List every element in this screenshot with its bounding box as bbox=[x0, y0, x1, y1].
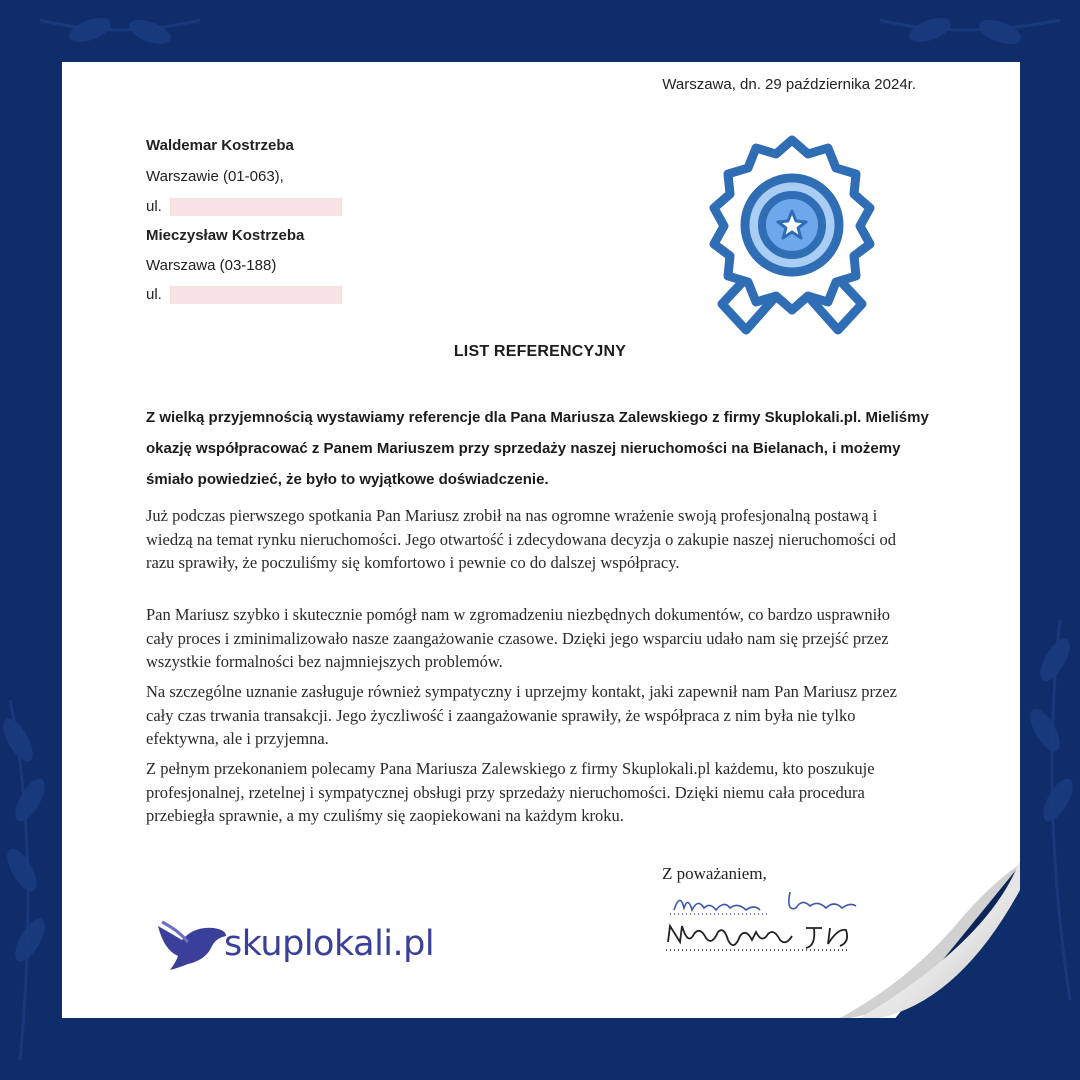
sender2-name: Mieczysław Kostrzeba bbox=[146, 227, 305, 244]
skuplokali-logo[interactable] bbox=[152, 916, 474, 972]
letter-paragraph-1: Już podczas pierwszego spotkania Pan Mariusz zrobił na nas ogromne wrażenie swoją profesjonalną postawą i wiedzą na temat rynku nieruchomości. Jego otwartość i zdecydowana decyzja o zakupie naszej nieruchomości od razu sprawiły, że poczuliśmy się komfortowo i pewnie co do dalszej współpracy. bbox=[146, 506, 897, 572]
award-ribbon-star-icon bbox=[700, 134, 884, 344]
sender1-street-prefix: ul. bbox=[146, 198, 162, 215]
sender1-street bbox=[146, 198, 342, 216]
letter-intro: Z wielką przyjemnością wystawiamy referencje dla Pana Mariusza Zalewskiego z firmy Skuplokali.pl. Mieliśmy okazję współpracować z Panem Mariuszem przy sprzedaży naszej nieruchomości na Bielanach, i możemy śmiało powiedzieć, że było to wyjątkowe doświadczenie. bbox=[146, 409, 929, 488]
letter-paragraph-3: Na szczególne uznanie zasługuje również sympatyczny i uprzejmy kontakt, jaki zapewnił nam Pan Mariusz przez cały czas trwania transakcji. Jego życzliwość i zaangażowanie sprawiły, że współpraca z nim była nie tylko efektywna, ale i przyjemna. bbox=[146, 682, 897, 748]
letter-date: Warszawa, dn. 29 października 2024r. bbox=[662, 76, 916, 93]
redacted-address bbox=[170, 198, 342, 216]
handwritten-signatures bbox=[660, 880, 860, 970]
sender2-city: Warszawa (03-188) bbox=[146, 257, 277, 274]
letter-paragraph-4: Z pełnym przekonaniem polecamy Pana Mariusza Zalewskiego z firmy Skuplokali.pl każdemu, kto poszukuje profesjonalnej, rzetelnej i sympatycznej obsługi przy sprzedaży nieruchomości. Dzięki niemu cała procedura przebiegła sprawnie, a my czuliśmy się zaopiekowani na każdym kroku. bbox=[146, 759, 875, 825]
logo-text: skuplokali.pl bbox=[224, 924, 435, 964]
letter-closing: Z poważaniem, bbox=[662, 864, 767, 883]
letter-title: LIST REFERENCYJNY bbox=[453, 343, 627, 360]
page-curl-decoration bbox=[840, 860, 1030, 1030]
sender2-street-prefix: ul. bbox=[146, 286, 162, 303]
sender2-street bbox=[146, 286, 342, 304]
redacted-address bbox=[170, 286, 342, 304]
sender1-city: Warszawie (01-063), bbox=[146, 168, 284, 185]
letter-paragraph-2: Pan Mariusz szybko i skutecznie pomógł nam w zgromadzeniu niezbędnych dokumentów, co bardzo usprawniło cały proces i zminimalizowało nasze zaangażowanie czasowe. Dzięki jego wsparciu udało nam się przejść przez wszystkie formalności bez najmniejszych problemów. bbox=[146, 605, 890, 671]
bird-icon bbox=[152, 916, 228, 972]
sender1-name: Waldemar Kostrzeba bbox=[146, 137, 294, 154]
